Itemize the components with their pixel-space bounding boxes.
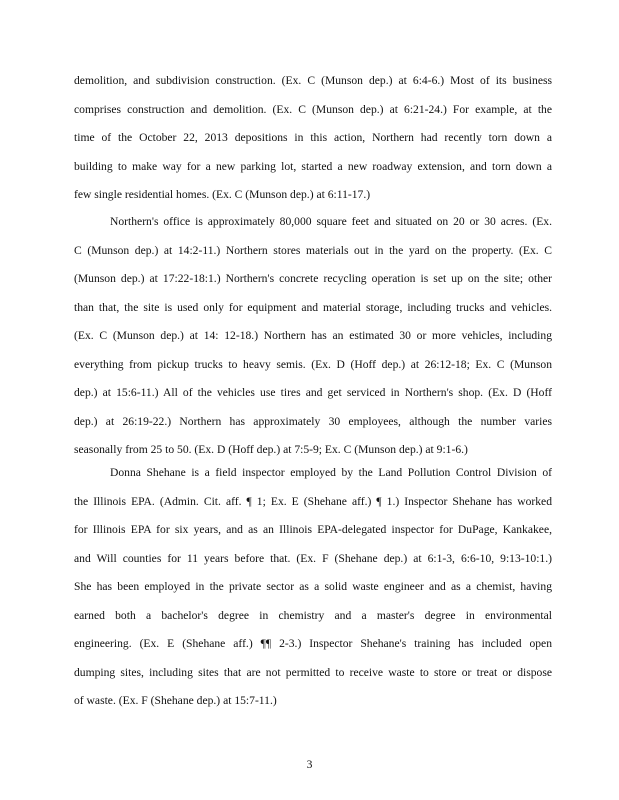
text-line: Donna Shehane is a field inspector employed by the Land Pollution Control Division of [110, 466, 552, 479]
text-line: few single residential homes. (Ex. C (Munson dep.) at 6:11-17.) [74, 188, 371, 201]
text-line: time of the October 22, 2013 depositions in this action, Northern had recently torn down a [74, 131, 552, 144]
text-line: than that, the site is used only for equipment and material storage, including trucks and vehicles. [74, 300, 552, 314]
text-line: of waste. (Ex. F (Shehane dep.) at 15:7-11.) [74, 694, 277, 707]
text-line: for Illinois EPA for six years, and as an Illinois EPA-delegated inspector for DuPage, Kankakee, [74, 523, 552, 536]
text-line: (Munson dep.) at 17:22-18:1.) Northern's concrete recycling operation is set up on the site; other [74, 272, 552, 285]
text-line: demolition, and subdivision construction. (Ex. C (Munson dep.) at 6:4-6.) Most of its business [74, 74, 552, 87]
text-line: engineering. (Ex. E (Shehane aff.) ¶¶ 2-3.) Inspector Shehane's training has included open [74, 637, 552, 650]
text-line: dumping sites, including sites that are not permitted to receive waste to store or treat or dispose [74, 665, 552, 679]
text-line: the Illinois EPA. (Admin. Cit. aff. ¶ 1; Ex. E (Shehane aff.) ¶ 1.) Inspector Shehane has worked [74, 494, 552, 508]
paragraph-northern-business [74, 73, 552, 216]
page-number: 3 [306, 758, 313, 771]
paragraph-northern-office [74, 214, 552, 471]
text-line: dep.) at 26:19-22.) Northern has approximately 30 employees, although the number varies [74, 414, 552, 428]
text-line: everything from pickup trucks to heavy semis. (Ex. D (Hoff dep.) at 26:12-18; Ex. C (Munson [74, 357, 552, 371]
text-line: She has been employed in the private sector as a solid waste engineer and as a chemist, having [74, 580, 552, 593]
text-line: building to make way for a new parking lot, started a new roadway extension, and torn down a [74, 159, 552, 173]
paragraph-inspector-shehane [74, 465, 552, 722]
text-line: seasonally from 25 to 50. (Ex. D (Hoff dep.) at 7:5-9; Ex. C (Munson dep.) at 9:1-6.) [74, 443, 468, 456]
text-line: dep.) at 15:6-11.) All of the vehicles use tires and get serviced in Northern's shop. (Ex. D (Hoff [74, 386, 552, 399]
text-line: and Will counties for 11 years before that. (Ex. F (Shehane dep.) at 6:1-3, 6:6-10, 9:13-10:1.) [74, 551, 552, 565]
text-line: comprises construction and demolition. (Ex. C (Munson dep.) at 6:21-24.) For example, at the [74, 102, 552, 116]
text-line: Northern's office is approximately 80,000 square feet and situated on 20 or 30 acres. (Ex. [110, 215, 552, 228]
text-line: earned both a bachelor's degree in chemistry and a master's degree in environmental [74, 608, 552, 622]
text-line: (Ex. C (Munson dep.) at 14: 12-18.) Northern has an estimated 30 or more vehicles, including [74, 329, 552, 342]
text-line: C (Munson dep.) at 14:2-11.) Northern stores materials out in the yard on the property. (Ex. C [74, 243, 552, 257]
